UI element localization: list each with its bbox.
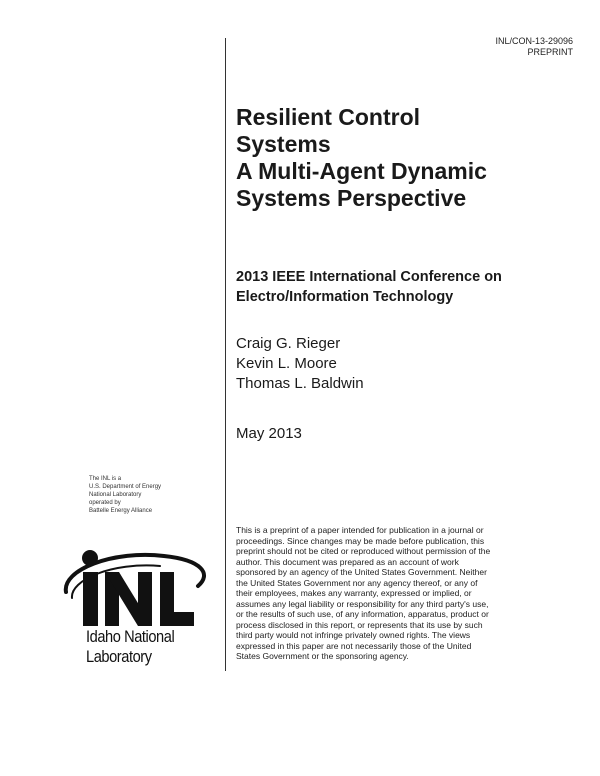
disclaimer-line: preprint should not be cited or reproduced without permission of the <box>236 546 491 556</box>
disclaimer-line: or the results of such use, of any information, apparatus, product or <box>236 609 489 619</box>
operator-line: operated by <box>89 500 121 506</box>
operator-line: Battelle Energy Alliance <box>89 508 153 514</box>
report-number: INL/CON-13-29096 <box>495 36 573 46</box>
disclaimer-line: sponsored by an agency of the United States Government. Neither <box>236 567 487 577</box>
operator-statement <box>89 475 161 515</box>
disclaimer-line: assumes any legal liability or responsibility for any third party's use, <box>236 598 489 609</box>
title-line: Systems <box>236 131 331 157</box>
title-line: Resilient Control <box>236 104 421 130</box>
disclaimer-line: process disclosed in this report, or represents that its use by such <box>236 619 483 630</box>
document-title <box>236 104 586 212</box>
disclaimer-notice <box>236 525 556 662</box>
author-list <box>236 334 364 394</box>
publication-date: May 2013 <box>236 425 302 442</box>
disclaimer-line: their employees, makes any warranty, expressed or implied, or <box>236 588 472 598</box>
disclaimer-line: author. This document was prepared as an account of work <box>236 556 459 567</box>
conference-line: Electro/Information Technology <box>236 289 454 305</box>
operator-line: National Laboratory <box>89 492 142 498</box>
operator-line: The INL is a <box>89 476 122 482</box>
logo-lab-name <box>86 627 174 667</box>
disclaimer-line: expressed in this paper are not necessarily those of the United <box>236 640 472 651</box>
conference-name <box>236 267 586 307</box>
disclaimer-line: the United States Government nor any agency thereof, or any of <box>236 577 478 588</box>
author: Thomas L. Baldwin <box>236 375 364 392</box>
vertical-divider <box>225 38 226 671</box>
logo-lab-line: Idaho National <box>86 627 175 646</box>
author: Kevin L. Moore <box>236 355 337 372</box>
title-line: Systems Perspective <box>236 185 467 211</box>
logo-lab-line: Laboratory <box>86 647 152 666</box>
conference-line: 2013 IEEE International Conference on <box>236 269 502 285</box>
disclaimer-line: third party would not infringe privately owned rights. The views <box>236 630 471 640</box>
title-line: A Multi-Agent Dynamic <box>236 158 487 184</box>
report-type: PREPRINT <box>527 47 573 57</box>
author: Craig G. Rieger <box>236 335 341 352</box>
disclaimer-line: This is a preprint of a paper intended for publication in a journal or <box>236 525 484 535</box>
disclaimer-line: proceedings. Since changes may be made before publication, this <box>236 535 485 546</box>
operator-line: U.S. Department of Energy <box>89 484 162 490</box>
disclaimer-line: States Government or the sponsoring agency. <box>236 651 409 661</box>
report-identifier <box>495 36 573 58</box>
